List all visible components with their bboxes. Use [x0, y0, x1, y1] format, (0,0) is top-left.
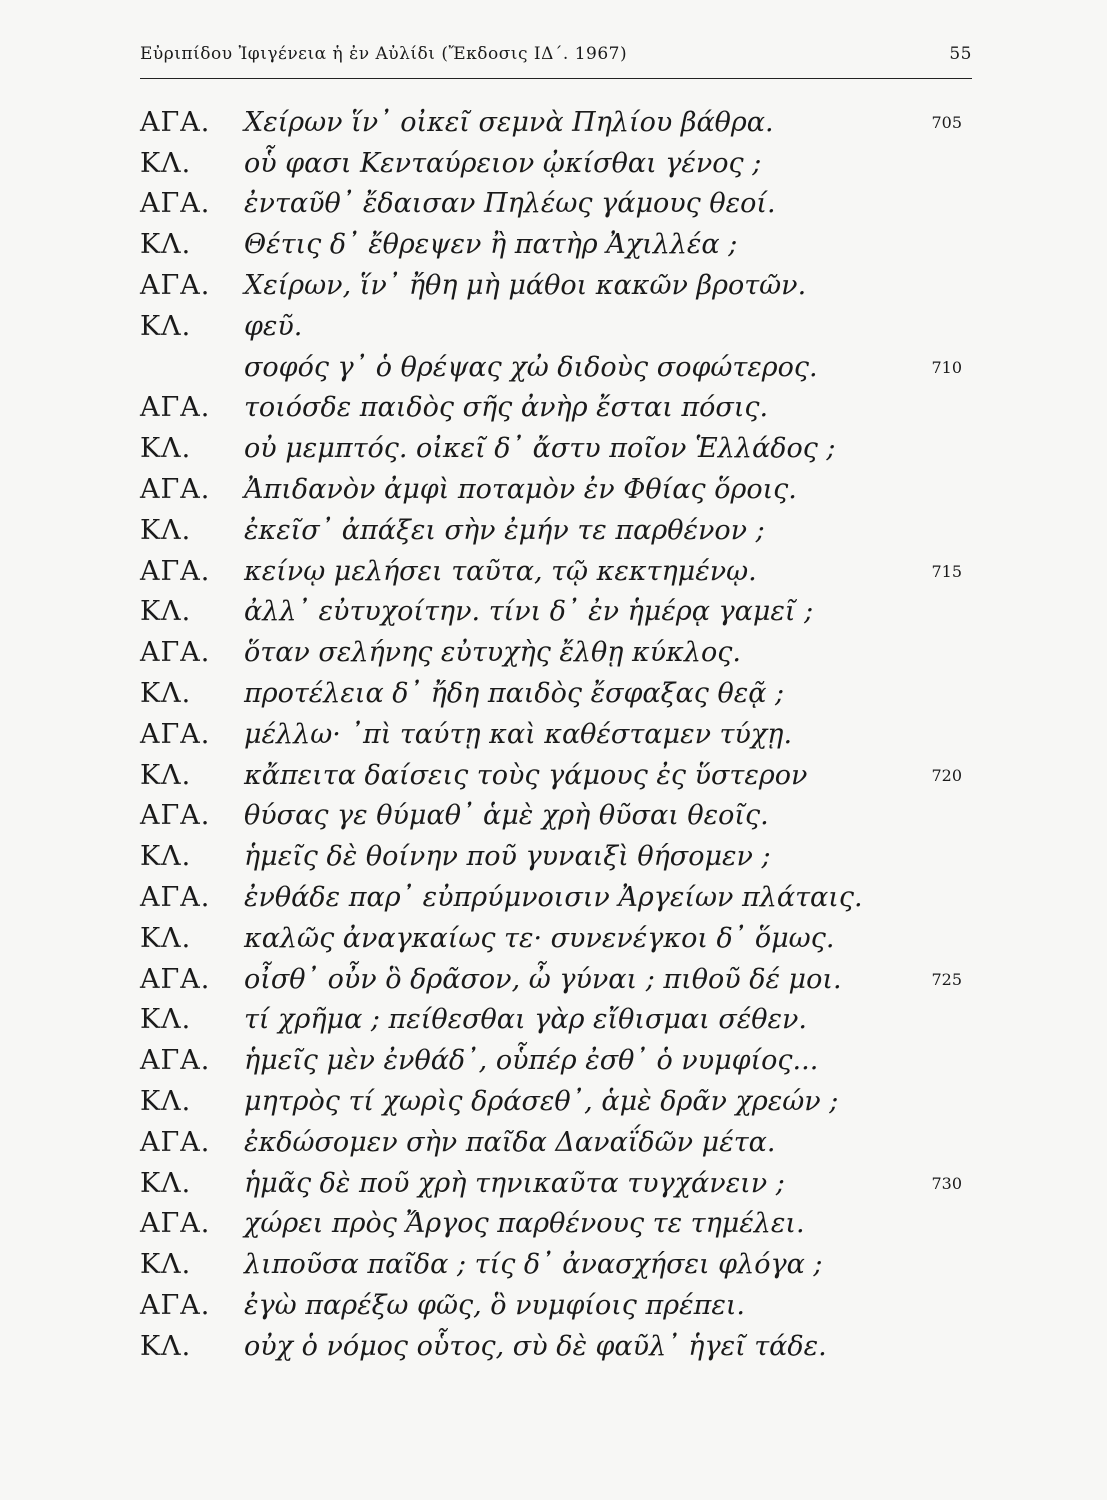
- speaker-label: ΑΓΑ.: [140, 106, 211, 138]
- speaker-label: ΚΛ.: [140, 759, 192, 791]
- verse-text: καλῶς ἀναγκαίως τε· συνενέγκοι δ᾽ ὅμως.: [244, 922, 835, 954]
- header-rule: [140, 78, 972, 79]
- page-number: 55: [949, 44, 972, 64]
- verse-line: [140, 796, 972, 837]
- speaker-label: ΚΛ.: [140, 1086, 192, 1118]
- running-head: [140, 44, 972, 64]
- line-number: 730: [931, 1173, 962, 1193]
- verse-text: μέλλω· ᾽πὶ ταύτῃ καὶ καθέσταμεν τύχῃ.: [244, 718, 793, 750]
- verse-text: οἶσθ᾽ οὖν ὃ δρᾶσον, ὦ γύναι ; πιθοῦ δέ μοι.: [244, 963, 842, 995]
- speaker-label: ΑΓΑ.: [140, 270, 211, 302]
- verse-line: [140, 592, 972, 633]
- verse-text: φεῦ.: [244, 310, 303, 342]
- verse-text: ἡμᾶς δὲ ποῦ χρὴ τηνικαῦτα τυγχάνειν ;: [244, 1167, 785, 1199]
- speaker-label: ΑΓΑ.: [140, 963, 211, 995]
- line-number: 710: [931, 357, 962, 377]
- verse-text: προτέλεια δ᾽ ἤδη παιδὸς ἔσφαξας θεᾷ ;: [244, 678, 785, 710]
- verse-line: [140, 306, 972, 347]
- speaker-label: ΑΓΑ.: [140, 1126, 211, 1158]
- verse-text: Χείρων ἵν᾽ οἰκεῖ σεμνὰ Πηλίου βάθρα.: [244, 106, 774, 138]
- verse-text: ἀλλ᾽ εὐτυχοίτην. τίνι δ᾽ ἐν ἡμέρᾳ γαμεῖ ;: [244, 596, 814, 628]
- verse-line: [140, 1285, 972, 1326]
- verse-line: [140, 143, 972, 184]
- speaker-label: ΚΛ.: [140, 596, 192, 628]
- verse-text: Χείρων, ἵν᾽ ἤθη μὴ μάθοι κακῶν βροτῶν.: [244, 270, 807, 302]
- verse-line: [140, 224, 972, 265]
- verse-text: ἐκδώσομεν σὴν παῖδα Δαναΐδῶν μέτα.: [244, 1126, 776, 1158]
- speaker-label: ΑΓΑ.: [140, 882, 211, 914]
- verse-text: οὗ φασι Κενταύρειον ᾠκίσθαι γένος ;: [244, 147, 762, 179]
- speaker-label: ΑΓΑ.: [140, 800, 211, 832]
- speaker-label: ΚΛ.: [140, 433, 192, 465]
- speaker-label: ΚΛ.: [140, 229, 192, 261]
- speaker-label: ΑΓΑ.: [140, 637, 211, 669]
- verse-line: [140, 1081, 972, 1122]
- verse-text: ἐνθάδε παρ᾽ εὐπρύμνοισιν Ἀργείων πλάταις.: [244, 882, 863, 914]
- verse-line: [140, 347, 972, 388]
- verse-line: [140, 551, 972, 592]
- verse-line: [140, 714, 972, 755]
- line-number: 715: [931, 561, 962, 581]
- verse-line: [140, 428, 972, 469]
- verse-line: [140, 918, 972, 959]
- verse-line: [140, 1122, 972, 1163]
- speaker-label: ΚΛ.: [140, 1249, 192, 1281]
- verse-line: [140, 755, 972, 796]
- verse-line: [140, 510, 972, 551]
- verse-text: ἡμεῖς μὲν ἐνθάδ᾽, οὗπέρ ἐσθ᾽ ὁ νυμφίος...: [244, 1045, 819, 1077]
- line-number: 725: [931, 969, 962, 989]
- speaker-label: ΚΛ.: [140, 678, 192, 710]
- verse-line: [140, 1204, 972, 1245]
- verse-line: [140, 836, 972, 877]
- speaker-label: ΑΓΑ.: [140, 1045, 211, 1077]
- verse-text: μητρὸς τί χωρὶς δράσεθ᾽, ἁμὲ δρᾶν χρεών ;: [244, 1086, 839, 1118]
- speaker-label: ΑΓΑ.: [140, 718, 211, 750]
- verse-line: [140, 877, 972, 918]
- verse-lines: [140, 102, 972, 1367]
- line-number: 720: [931, 765, 962, 785]
- verse-line: [140, 1040, 972, 1081]
- speaker-label: ΚΛ.: [140, 514, 192, 546]
- verse-line: [140, 1326, 972, 1367]
- verse-text: τοιόσδε παιδὸς σῆς ἀνὴρ ἔσται πόσις.: [244, 392, 769, 424]
- verse-line: [140, 673, 972, 714]
- verse-line: [140, 1163, 972, 1204]
- speaker-label: ΚΛ.: [140, 841, 192, 873]
- verse-line: [140, 388, 972, 429]
- speaker-label: ΚΛ.: [140, 1330, 192, 1362]
- verse-line: [140, 959, 972, 1000]
- verse-text: κείνῳ μελήσει ταῦτα, τῷ κεκτημένῳ.: [244, 555, 757, 587]
- speaker-label: ΚΛ.: [140, 1167, 192, 1199]
- speaker-label: ΚΛ.: [140, 1004, 192, 1036]
- verse-text: Θέτις δ᾽ ἔθρεψεν ἢ πατὴρ Ἀχιλλέα ;: [244, 229, 738, 261]
- verse-text: σοφός γ᾽ ὁ θρέψας χὠ διδοὺς σοφώτερος.: [244, 351, 818, 383]
- speaker-label: ΑΓΑ.: [140, 188, 211, 220]
- verse-line: [140, 184, 972, 225]
- verse-text: ἡμεῖς δὲ θοίνην ποῦ γυναιξὶ θήσομεν ;: [244, 841, 771, 873]
- verse-text: Ἀπιδανὸν ἀμφὶ ποταμὸν ἐν Φθίας ὅροις.: [244, 474, 797, 506]
- verse-text: ἐκεῖσ᾽ ἀπάξει σὴν ἐμήν τε παρθένον ;: [244, 514, 765, 546]
- speaker-label: ΚΛ.: [140, 147, 192, 179]
- verse-line: [140, 632, 972, 673]
- verse-text: κἄπειτα δαίσεις τοὺς γάμους ἐς ὕστερον: [244, 759, 808, 791]
- speaker-label: ΑΓΑ.: [140, 1290, 211, 1321]
- verse-text: τί χρῆμα ; πείθεσθαι γὰρ εἴθισμαι σέθεν.: [244, 1004, 807, 1036]
- verse-text: χώρει πρὸς Ἄργος παρθένους τε τημέλει.: [244, 1208, 805, 1240]
- verse-line: [140, 469, 972, 510]
- line-number: 705: [931, 112, 962, 132]
- speaker-label: ΑΓΑ.: [140, 1208, 211, 1240]
- verse-text: οὐ μεμπτός. οἰκεῖ δ᾽ ἄστυ ποῖον Ἑλλάδος ;: [244, 433, 836, 465]
- running-title: Εὐριπίδου Ἰφιγένεια ἡ ἐν Αὐλίδι (Ἔκδοσις ΙΔ΄. 1967): [140, 44, 628, 64]
- verse-text: οὐχ ὁ νόμος οὗτος, σὺ δὲ φαῦλ᾽ ἡγεῖ τάδε.: [244, 1330, 827, 1362]
- verse-text: ἐνταῦθ᾽ ἔδαισαν Πηλέως γάμους θεοί.: [244, 188, 776, 220]
- speaker-label: ΑΓΑ.: [140, 555, 211, 587]
- verse-line: [140, 1244, 972, 1285]
- verse-line: [140, 1000, 972, 1041]
- verse-text: λιποῦσα παῖδα ; τίς δ᾽ ἀνασχήσει φλόγα ;: [244, 1249, 823, 1281]
- verse-text: ἐγὼ παρέξω φῶς, ὃ νυμφίοις πρέπει.: [244, 1290, 746, 1321]
- verse-text: ὅταν σελήνης εὐτυχὴς ἔλθῃ κύκλος.: [244, 637, 741, 669]
- verse-line: [140, 265, 972, 306]
- speaker-label: ΑΓΑ.: [140, 474, 211, 506]
- speaker-label: ΑΓΑ.: [140, 392, 211, 424]
- verse-line: [140, 102, 972, 143]
- speaker-label: ΚΛ.: [140, 310, 192, 342]
- verse-text: θύσας γε θύμαθ᾽ ἁμὲ χρὴ θῦσαι θεοῖς.: [244, 800, 769, 832]
- speaker-label: ΚΛ.: [140, 922, 192, 954]
